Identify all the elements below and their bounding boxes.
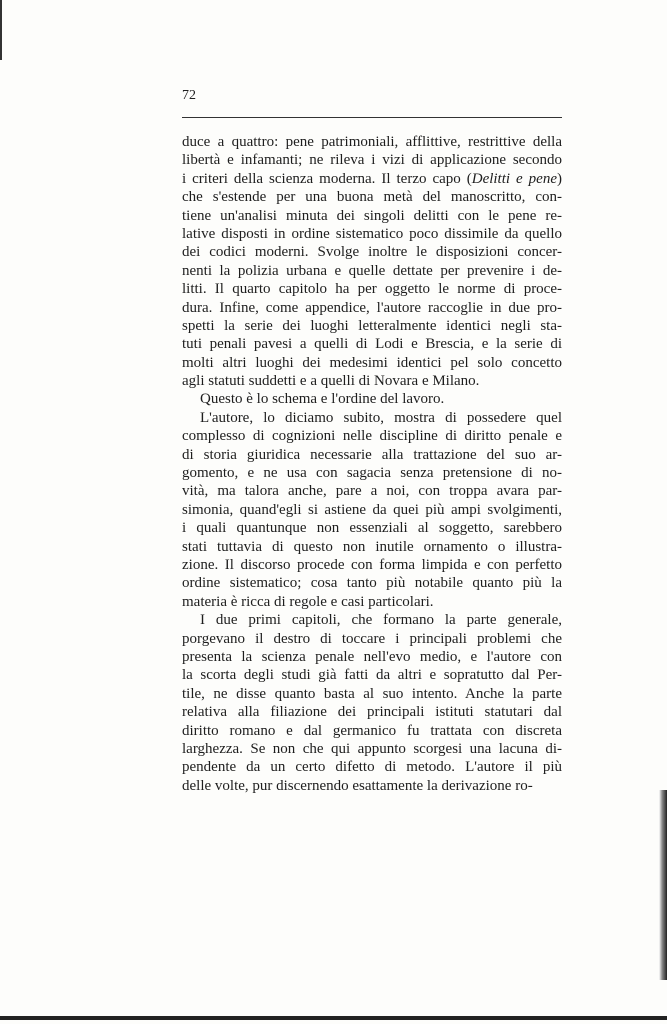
paragraph <box>182 611 562 795</box>
page-body-text <box>182 133 562 795</box>
text-line: duce a quattro: pene patrimoniali, afflittive, restrittive della <box>182 134 562 150</box>
text-line: i quali quantunque non essenziali al soggetto, sarebbero <box>182 520 562 537</box>
text-line: materia è ricca di regole e casi particolari. <box>182 593 434 610</box>
text-line: Questo è lo schema e l'ordine del lavoro. <box>200 391 445 408</box>
text-line: ordine sistematico; cosa tanto più notabile quanto più la <box>182 575 562 592</box>
text-line: simonia, quand'egli si astiene da quei più ampi svolgimenti, <box>182 501 562 518</box>
text-line: complesso di cognizioni nelle discipline di diritto penale e <box>182 428 562 445</box>
text-line: larghezza. Se non che qui appunto scorgesi una lacuna di- <box>182 740 562 757</box>
scan-edge-bottom <box>0 1016 667 1020</box>
text-line: di storia giuridica necessarie alla trattazione del suo ar- <box>182 446 562 463</box>
text-line: lative disposti in ordine sistematico poco dissimile da quello <box>182 225 562 242</box>
text-line: che s'estende per una buona metà del manoscritto, con- <box>182 189 562 206</box>
paragraph <box>182 390 562 408</box>
text-line: delle volte, pur discernendo esattamente la derivazione ro- <box>182 777 533 794</box>
scan-edge-left <box>0 0 6 60</box>
text-line: molti altri luoghi dei medesimi identici pel solo concetto <box>182 354 562 371</box>
text-segment: i criteri della scienza moderna. Il terzo capo ( <box>182 170 472 187</box>
text-line: tuti penali pavesi a quelli di Lodi e Brescia, e la serie di <box>182 336 562 353</box>
text-line: litti. Il quarto capitolo ha per oggetto le norme di proce- <box>182 281 562 298</box>
text-line: spetti la serie dei luoghi letteralmente identici negli sta- <box>182 317 562 334</box>
page-number: 72 <box>182 88 196 103</box>
text-line: pendente da un certo difetto di metodo. L'autore il più <box>182 759 562 776</box>
text-line: dura. Infine, come appendice, l'autore raccoglie in due pro- <box>182 299 562 316</box>
text-line: stati tuttavia di questo non inutile ornamento o illustra- <box>182 538 562 555</box>
text-line: dei codici moderni. Svolge inoltre le disposizioni concer- <box>182 244 562 261</box>
scan-edge-right <box>659 790 667 980</box>
text-line: L'autore, lo diciamo subito, mostra di possedere quel <box>200 409 562 426</box>
text-line: tiene un'analisi minuta dei singoli delitti con le pene re- <box>182 207 562 224</box>
text-line: zione. Il discorso procede con forma limpida e con perfetto <box>182 556 562 573</box>
text-line: tile, ne disse quanto basta al suo intento. Anche la parte <box>182 685 562 702</box>
text-line: vità, ma talora anche, pare a noi, con troppa avara par- <box>182 483 562 500</box>
text-line: diritto romano e dal germanico fu trattata con discreta <box>182 722 562 739</box>
text-line: I due primi capitoli, che formano la parte generale, <box>200 612 562 629</box>
text-segment: ) <box>556 170 562 187</box>
text-line: porgevano il destro di toccare i principali problemi che <box>182 630 562 647</box>
header-rule <box>182 117 562 118</box>
text-line: la scorta degli studi già fatti da altri e sopratutto dal Per- <box>182 667 562 684</box>
paragraph <box>182 409 562 611</box>
text-line: relativa alla filiazione dei principali istituti statutari dal <box>182 704 562 721</box>
text-line <box>182 170 562 188</box>
text-line: presenta la scienza penale nell'evo medio, e l'autore con <box>182 648 562 665</box>
text-line: gomento, e ne usa con sagacia senza pretensione di no- <box>182 465 562 482</box>
text-line: nenti la polizia urbana e quelle dettate per prevenire i de- <box>182 262 562 279</box>
text-line: agli statuti suddetti e a quelli di Novara e Milano. <box>182 373 480 390</box>
text-line: libertà e infamanti; ne rileva i vizi di applicazione secondo <box>182 152 562 169</box>
paragraph <box>182 133 562 390</box>
italic-title: Delitti e pene <box>471 170 557 187</box>
